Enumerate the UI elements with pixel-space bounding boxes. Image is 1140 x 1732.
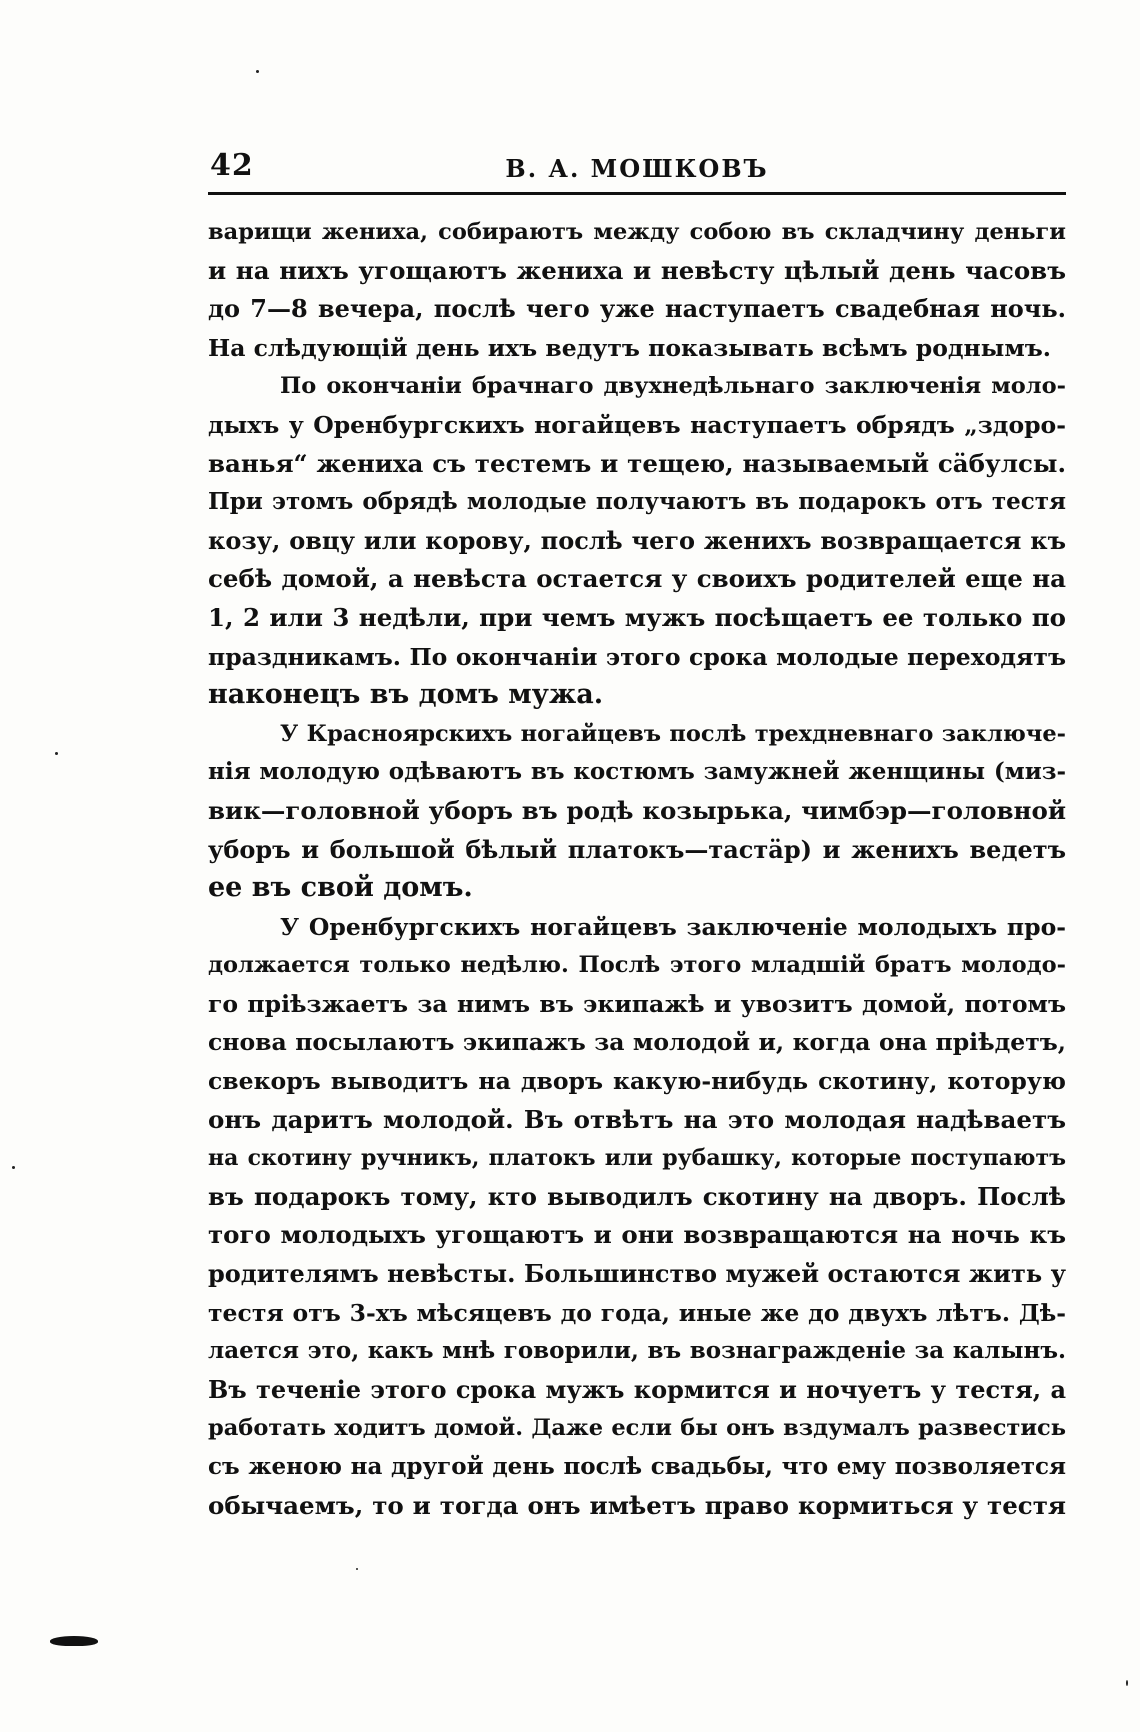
scan-smudge: [50, 1636, 98, 1646]
text-line: ванья“ жениха съ тестемъ и тещею, называемый сäбулсы.: [208, 448, 1066, 478]
scan-speck: [1126, 1680, 1128, 1686]
text-line: тестя отъ 3-хъ мѣсяцевъ до года, иные же до двухъ лѣтъ. Дѣ-: [208, 1298, 1066, 1327]
text-line: на скотину ручникъ, платокъ или рубашку, которые поступаютъ: [208, 1145, 1066, 1172]
page-header: [208, 140, 1066, 195]
text-line: козу, овцу или корову, послѣ чего женихъ возвращается къ: [208, 525, 1066, 555]
text-line: На слѣдующій день ихъ ведутъ показывать всѣмъ роднымъ.: [208, 333, 1051, 362]
page-number: 42: [210, 148, 254, 183]
paragraph-first-line: По окончаніи брачнаго двухнедѣльнаго заключенія моло-: [280, 373, 1066, 400]
page-body: [208, 213, 1066, 1525]
text-line: должается только недѣлю. Послѣ этого младшій братъ молодо-: [208, 952, 1066, 979]
paragraph-first-line: У Оренбургскихъ ногайцевъ заключеніе молодыхъ про-: [280, 912, 1066, 941]
text-line: работать ходитъ домой. Даже если бы онъ вздумалъ развестись: [208, 1415, 1066, 1442]
text-line: вик—головной уборъ въ родѣ козырька, чимбэр—головной: [208, 795, 1066, 825]
text-line: наконецъ въ домъ мужа.: [208, 679, 604, 711]
text-line: При этомъ обрядѣ молодые получаютъ въ подарокъ отъ тестя: [208, 488, 1066, 516]
text-line: лается это, какъ мнѣ говорили, въ вознагражденіе за калынъ.: [208, 1337, 1066, 1365]
text-line: варищи жениха, собираютъ между собою въ складчину деньги: [208, 219, 1066, 245]
text-line: дыхъ у Оренбургскихъ ногайцевъ наступаетъ обрядъ „здоро-: [208, 410, 1066, 439]
text-line: Въ теченіе этого срока мужъ кормится и ночуетъ у тестя, а: [208, 1374, 1066, 1404]
paragraph-first-line: У Красноярскихъ ногайцевъ послѣ трехдневнаго заключе-: [280, 720, 1066, 747]
book-page: [208, 140, 1066, 1525]
text-line: снова посылаютъ экипажъ за молодой и, когда она пріѣдетъ,: [208, 1028, 1066, 1057]
text-line: себѣ домой, а невѣста остается у своихъ родителей еще на: [208, 564, 1066, 594]
text-line: въ подарокъ тому, кто выводилъ скотину на дворъ. Послѣ: [208, 1181, 1066, 1211]
text-line: 1, 2 или 3 недѣли, при чемъ мужъ посѣщаетъ ее только по: [208, 602, 1066, 632]
text-line: нія молодую одѣваютъ въ костюмъ замужней женщины (миз-: [208, 758, 1066, 786]
text-line: родителямъ невѣсты. Большинство мужей остаются жить у: [208, 1259, 1066, 1289]
scan-speck: [256, 70, 259, 73]
text-line: того молодыхъ угощаютъ и они возвращаются на ночь къ: [208, 1220, 1066, 1250]
scan-speck: [356, 1568, 358, 1570]
text-line: онъ даритъ молодой. Въ отвѣтъ на это молодая надѣваетъ: [208, 1104, 1066, 1134]
text-line: уборъ и большой бѣлый платокъ—тастäр) и женихъ ведетъ: [208, 834, 1066, 864]
scan-speck: [12, 1166, 15, 1169]
text-line: ее въ свой домъ.: [208, 872, 473, 904]
text-line: и на нихъ угощаютъ жениха и невѣсту цѣлый день часовъ: [208, 255, 1066, 285]
text-line: го пріѣзжаетъ за нимъ въ экипажѣ и увозитъ домой, потомъ: [208, 989, 1066, 1018]
text-line: обычаемъ, то и тогда онъ имѣетъ право кормиться у тестя: [208, 1490, 1066, 1520]
text-line: до 7—8 вечера, послѣ чего уже наступаетъ свадебная ночь.: [208, 294, 1066, 324]
text-line: свекоръ выводитъ на дворъ какую-нибудь скотину, которую: [208, 1067, 1066, 1096]
running-head: В. А. МОШКОВЪ: [505, 154, 769, 183]
scan-speck: [55, 752, 58, 755]
text-line: съ женою на другой день послѣ свадьбы, что ему позволяется: [208, 1453, 1066, 1480]
text-line: праздникамъ. По окончаніи этого срока молодые переходятъ: [208, 642, 1066, 671]
